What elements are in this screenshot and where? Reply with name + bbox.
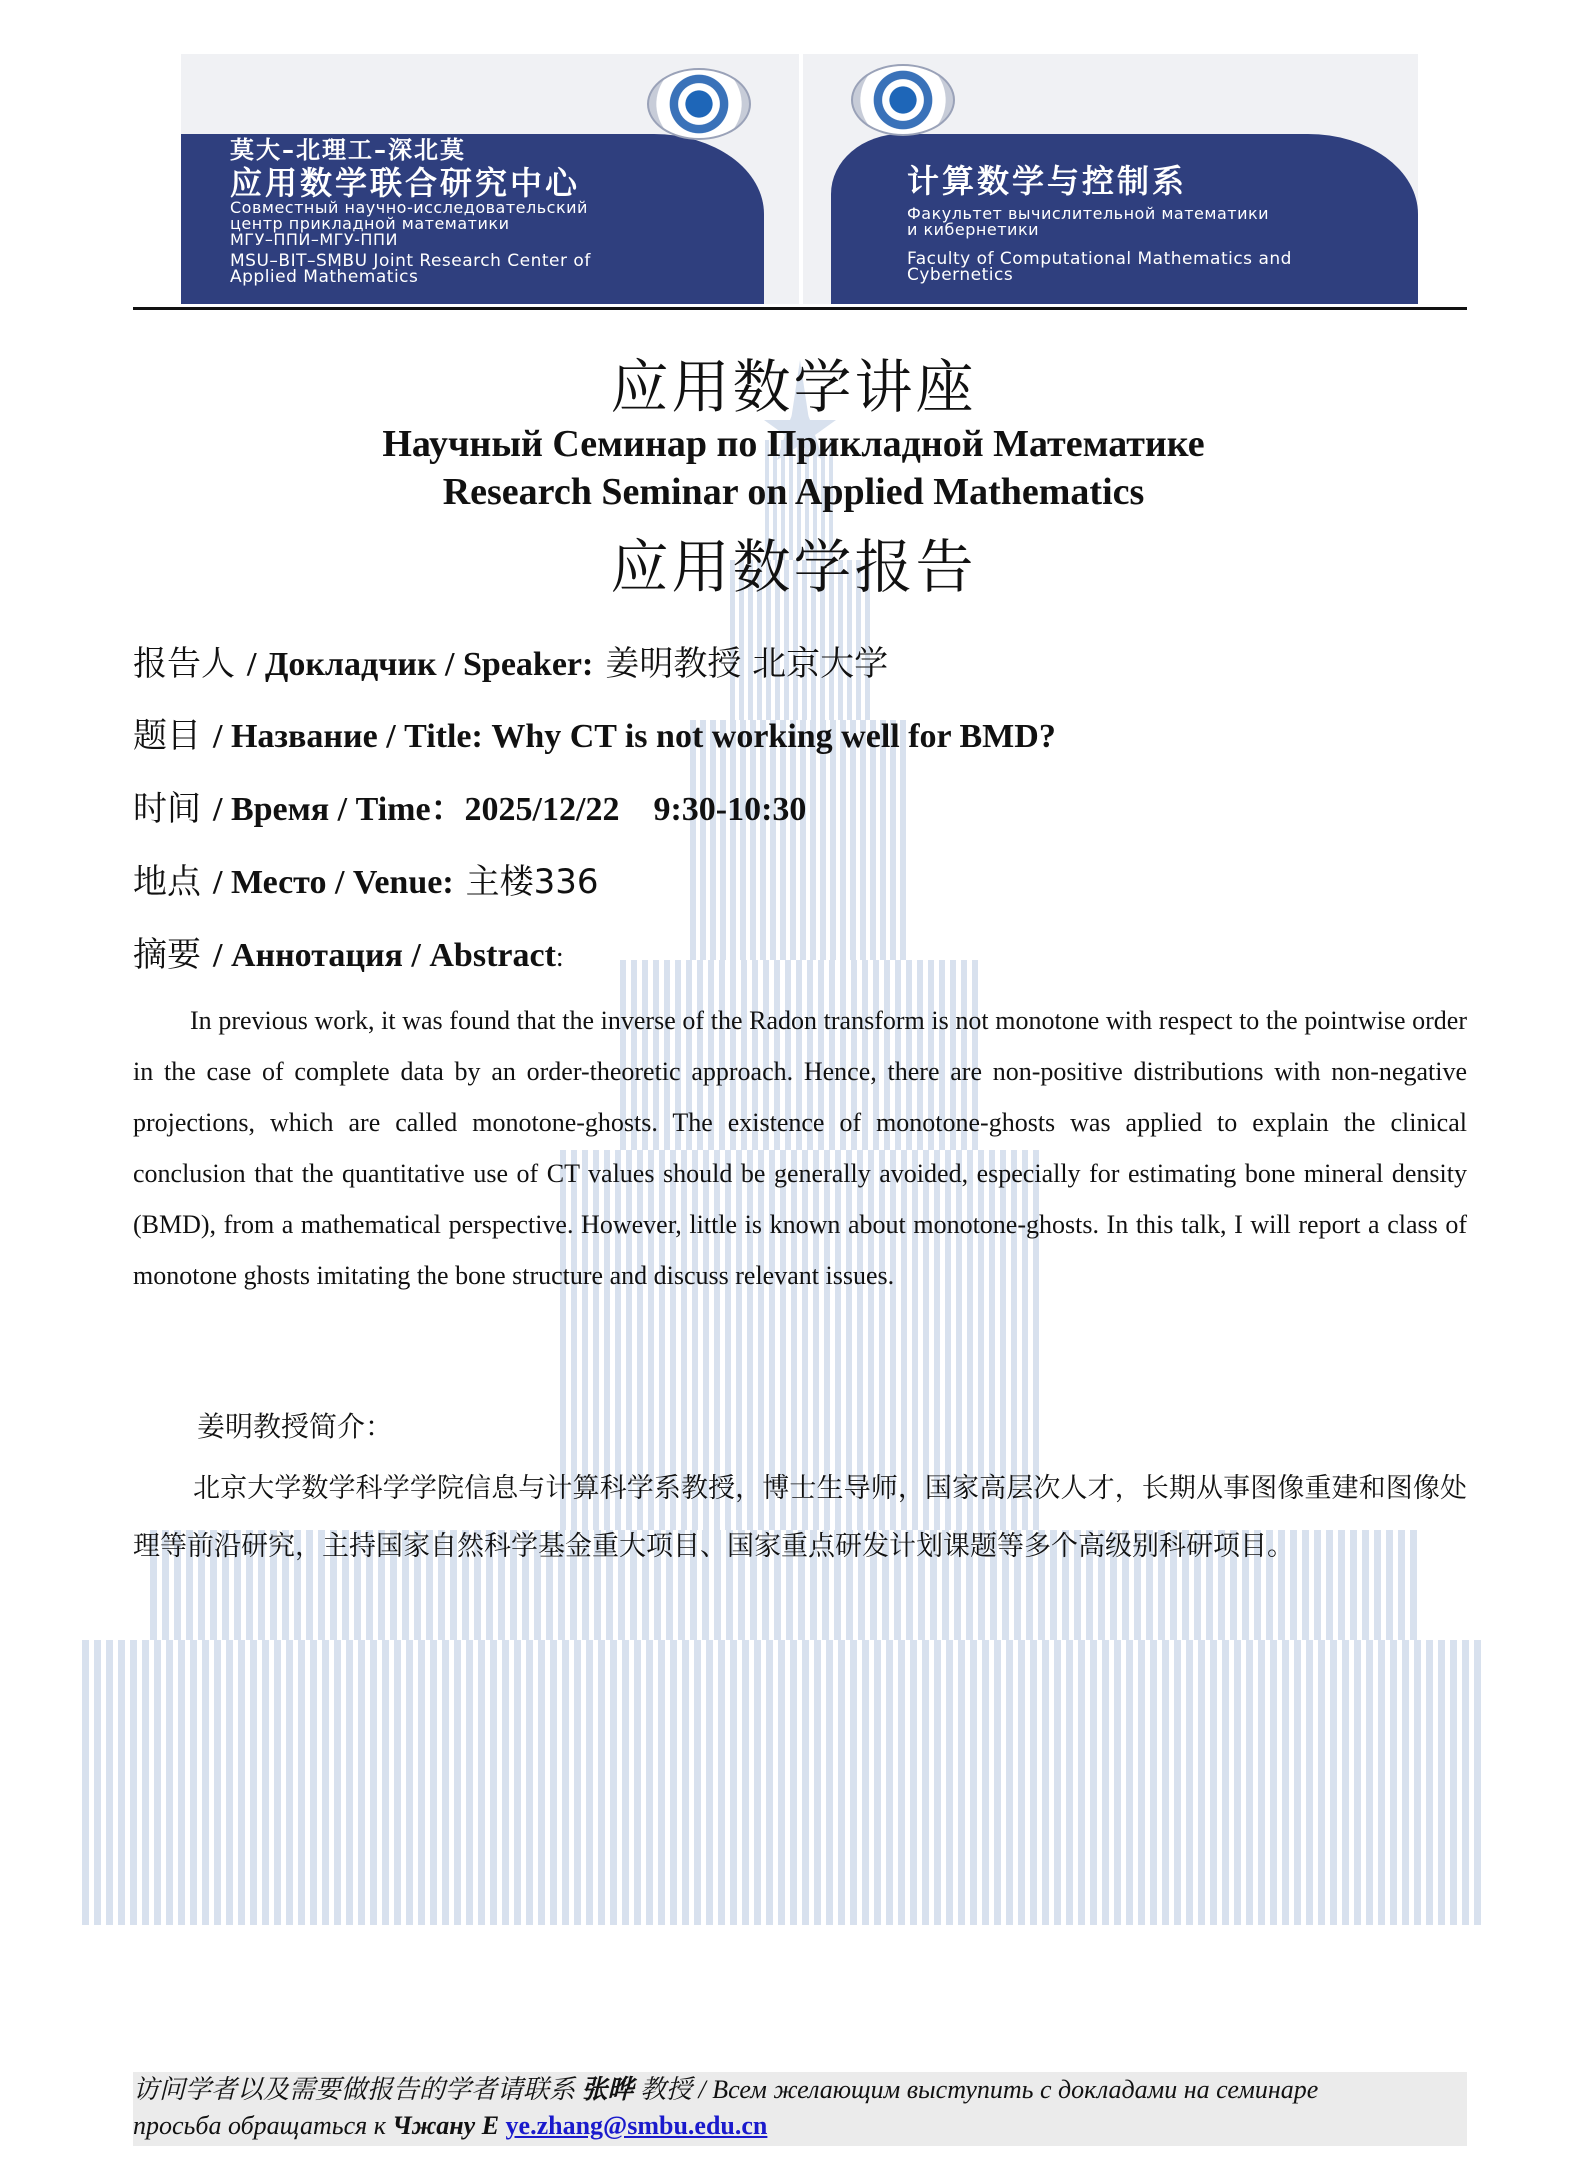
abstract-label-cn: 摘要 bbox=[133, 935, 201, 975]
info-speaker bbox=[133, 636, 888, 685]
smbu-logo-icon bbox=[851, 64, 955, 136]
banner-right-en-line1: Faculty of Computational Mathematics and bbox=[907, 249, 1292, 269]
info-title bbox=[133, 708, 1056, 757]
abstract-colon: : bbox=[555, 942, 564, 973]
contact-email-link[interactable]: ye.zhang@smbu.edu.cn bbox=[505, 2111, 768, 2140]
page-subtitle-cn: 应用数学报告 bbox=[610, 533, 977, 601]
header-banner-right bbox=[803, 54, 1418, 304]
footer-cn-suffix: 教授 bbox=[640, 2075, 693, 2105]
title-label: / Название / Title: bbox=[213, 718, 483, 755]
info-abstract bbox=[133, 927, 564, 976]
footer-line1 bbox=[133, 2072, 1467, 2108]
footer-ru-text2: просьба обращаться к bbox=[133, 2111, 386, 2140]
bio-text: 北京大学数学科学学院信息与计算科学系教授，博士生导师，国家高层次人才，长期从事图像重建和图像处理等前沿研究，主持国家自然科学基金重大项目、国家重点研发计划课题等多个高级别科研项目。 bbox=[133, 1473, 1467, 1562]
speaker-label-cn: 报告人 bbox=[133, 644, 235, 684]
page-title-cn: 应用数学讲座 bbox=[610, 353, 977, 421]
time-value: 2025/12/22 9:30-10:30 bbox=[464, 791, 807, 828]
page-title-ru: Научный Семинар по Прикладной Математике bbox=[382, 423, 1205, 465]
footer-cn-name: 张晔 bbox=[581, 2075, 634, 2105]
banner-right-ru-line2: и кибернетики bbox=[907, 220, 1039, 239]
time-label-cn: 时间 bbox=[133, 789, 201, 829]
speaker-value: 姜明教授 北京大学 bbox=[605, 644, 889, 684]
footer-cn-prefix: 访问学者以及需要做报告的学者请联系 bbox=[133, 2075, 576, 2105]
abstract-label: / Аннотация / Abstract bbox=[213, 937, 556, 974]
title-label-cn: 题目 bbox=[133, 716, 201, 756]
venue-label: / Место / Venue: bbox=[213, 864, 454, 901]
info-venue bbox=[133, 854, 599, 903]
speaker-label: / Докладчик / Speaker: bbox=[247, 646, 594, 683]
title-value: Why CT is not working well for BMD? bbox=[491, 718, 1056, 755]
time-label: / Время / Time： bbox=[213, 791, 465, 828]
banner-cn-line2: 应用数学联合研究中心 bbox=[230, 164, 581, 202]
footer-ru-text: / Всем желающим выступить с докладами на семинаре bbox=[698, 2075, 1319, 2104]
banner-right-ru-line1: Факультет вычислительной математики bbox=[907, 204, 1270, 223]
banner-cn-line1: 莫大–北理工–深北莫 bbox=[230, 136, 466, 164]
page-title-en: Research Seminar on Applied Mathematics bbox=[442, 471, 1145, 513]
header-banner-left bbox=[181, 54, 799, 304]
footer-ru-name: Чжану Е bbox=[392, 2111, 500, 2140]
abstract-text: In previous work, it was found that the inverse of the Radon transform is not monotone with respect to the pointwise order in the case of complete data by an order-theoretic approach. Hence, there are non-positive distributions with non-negative projections, which are called monotone-ghosts. The existence of monotone-ghosts was applied to explain the clinical conclusion that the quantitative use of CT values should be generally avoided, especially for estimating bone mineral density (BMD), from a mathematical perspective. However, little is known about monotone-ghosts. In this talk, I will report a class of monotone ghosts imitating the bone structure and discuss relevant issues. bbox=[133, 1006, 1467, 1290]
banner-right-cn-title: 计算数学与控制系 bbox=[907, 162, 1188, 200]
banner-en-line1: MSU–BIT–SMBU Joint Research Center of bbox=[230, 251, 591, 271]
header-divider bbox=[133, 307, 1467, 310]
footer-line2 bbox=[133, 2108, 1467, 2144]
info-time bbox=[133, 781, 806, 830]
contact-footer bbox=[133, 2072, 1467, 2146]
banner-ru-line3: МГУ–ППИ–МГУ-ППИ bbox=[230, 230, 398, 249]
banner-ru-line2: центр прикладной математики bbox=[230, 214, 510, 233]
banner-en-line2: Applied Mathematics bbox=[230, 267, 419, 287]
bio-heading: 姜明教授简介： bbox=[197, 1410, 394, 1443]
venue-label-cn: 地点 bbox=[133, 862, 201, 902]
venue-value: 主楼336 bbox=[465, 862, 599, 902]
msu-bit-smbu-logo-icon bbox=[647, 68, 751, 140]
banner-right-en-line2: Cybernetics bbox=[907, 265, 1014, 285]
banner-ru-line1: Совместный научно-исследовательский bbox=[230, 198, 588, 217]
